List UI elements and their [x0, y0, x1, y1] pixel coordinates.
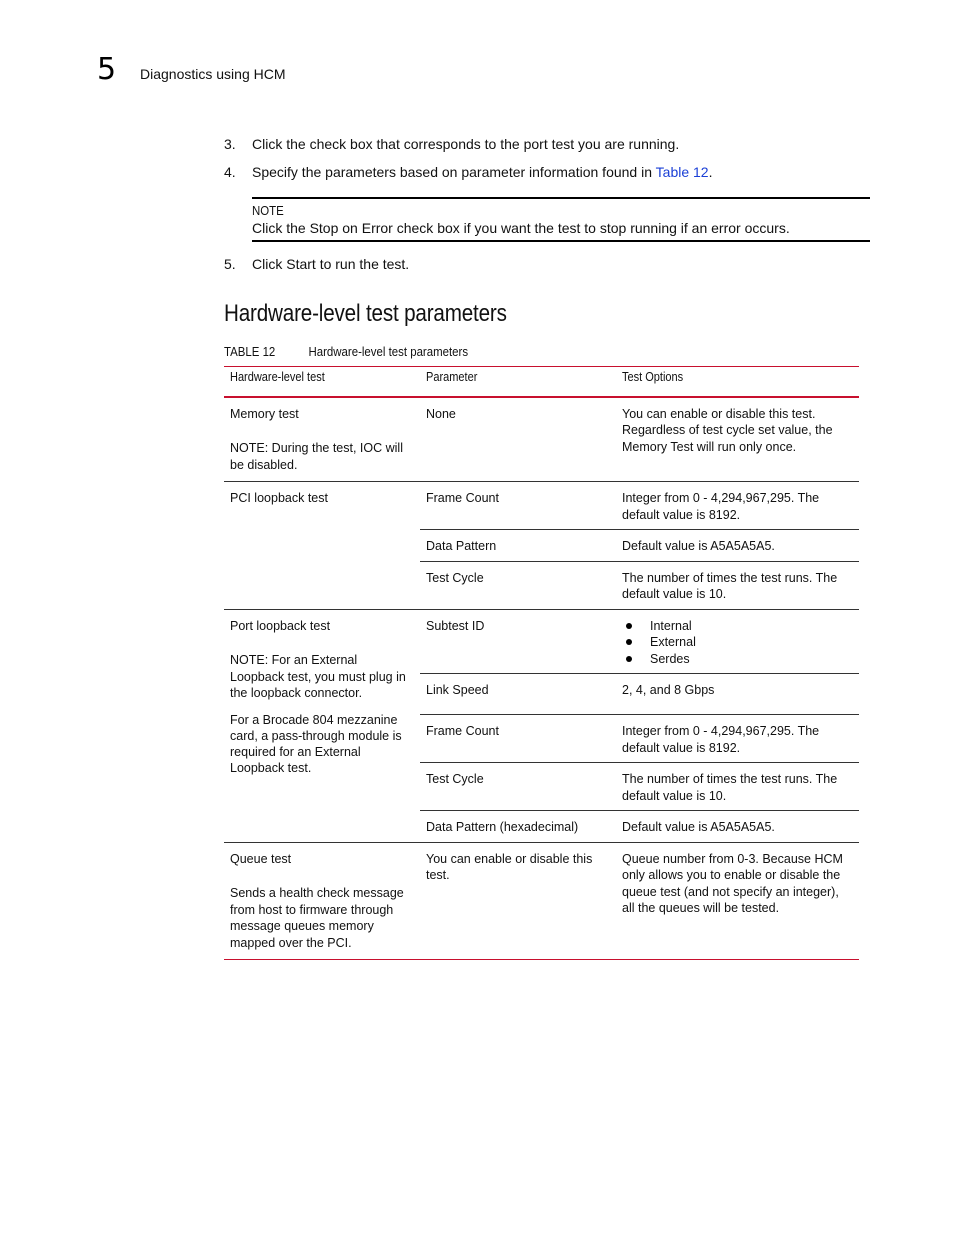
port-parameter: Data Pattern (hexadecimal): [420, 811, 616, 843]
step-text-end: to run the test.: [315, 256, 410, 272]
port-loopback-test-cell: [224, 609, 420, 842]
queue-test-cell: [224, 842, 420, 960]
memory-test-name: Memory test: [230, 406, 299, 421]
note-heading: NOTE: [252, 203, 284, 218]
table-header-row: [224, 367, 859, 397]
port-loopback-test-name: Port loopback test: [230, 618, 331, 633]
memory-options: You can enable or disable this test. Regardless of test cycle set value, the Memory Test will run only once.: [616, 397, 859, 482]
list-item: External: [622, 634, 853, 651]
stop-on-error-label: Stop on Error: [309, 220, 393, 236]
port-options: Integer from 0 - 4,294,967,295. The default value is 8192.: [616, 715, 859, 763]
step-4: [224, 163, 864, 181]
port-loopback-note: [230, 652, 414, 702]
table-caption: [224, 344, 576, 360]
queue-test-name: Queue test: [230, 851, 292, 866]
queue-options: Queue number from 0-3. Because HCM only allows you to enable or disable the queue test (and not specify an integer), all the queues will be tested.: [616, 842, 859, 960]
pci-loopback-test-name: PCI loopback test: [224, 482, 420, 610]
step-3: [224, 135, 864, 153]
step-text: Click: [252, 256, 287, 272]
port-note-label: NOTE:: [230, 653, 269, 667]
note-text-end: check box if you want the test to stop running if an error occurs.: [392, 220, 790, 236]
table-12-link[interactable]: Table 12: [655, 164, 709, 180]
pci-parameter: Frame Count: [420, 482, 616, 530]
step-5: [224, 255, 864, 273]
header-parameter: Parameter: [420, 367, 616, 397]
step-number: 3.: [224, 136, 236, 152]
memory-parameter: None: [420, 397, 616, 482]
section-title: Hardware-level test parameters: [224, 300, 507, 327]
list-item: Internal: [622, 618, 853, 635]
port-options: Default value is A5A5A5A5.: [616, 811, 859, 843]
queue-test-description: Sends a health check message from host to firmware through message queues memory mapped over the PCI.: [230, 886, 404, 950]
port-options: The number of times the test runs. The default value is 10.: [616, 763, 859, 811]
memory-test-cell: [224, 397, 420, 482]
memory-test-note: [230, 440, 414, 473]
pci-options: The number of times the test runs. The default value is 10.: [616, 561, 859, 609]
table-row-memory-test: [224, 397, 859, 482]
step-text: Click the check box that corresponds to the port test you are running.: [252, 136, 680, 152]
queue-parameter: You can enable or disable this test.: [420, 842, 616, 960]
port-subtest-options: [616, 609, 859, 674]
port-note-text: For an External Loopback test, you must plug in the loopback connector.: [230, 653, 406, 700]
table-row-queue-test: [224, 842, 859, 960]
port-options: 2, 4, and 8 Gbps: [616, 674, 859, 715]
pci-options: Default value is A5A5A5A5.: [616, 530, 859, 562]
step-number: 5.: [224, 256, 236, 272]
note-text: [252, 219, 870, 237]
note-box: [252, 197, 870, 242]
list-item: Serdes: [622, 651, 853, 668]
hardware-test-parameters-table: [224, 366, 859, 960]
port-parameter: Subtest ID: [420, 609, 616, 674]
port-parameter: Test Cycle: [420, 763, 616, 811]
pci-options: Integer from 0 - 4,294,967,295. The default value is 8192.: [616, 482, 859, 530]
port-loopback-extra: For a Brocade 804 mezzanine card, a pass-through module is required for an External Loopback test.: [230, 712, 402, 776]
chapter-number: 5: [97, 52, 117, 87]
start-label: Start: [286, 256, 316, 272]
step-number: 4.: [224, 164, 236, 180]
memory-note-label: NOTE:: [230, 441, 269, 455]
header-hardware-level-test: Hardware-level test: [224, 367, 420, 397]
table-caption-label: TABLE 12: [224, 344, 276, 359]
table-row-port-subtest-id: [224, 609, 859, 674]
memory-note-text: During the test, IOC will be disabled.: [230, 441, 403, 472]
step-text: Specify the parameters based on parameter information found in: [252, 164, 656, 180]
pci-parameter: Data Pattern: [420, 530, 616, 562]
table-row-pci-frame-count: [224, 482, 859, 530]
port-parameter: Frame Count: [420, 715, 616, 763]
chapter-title: Diagnostics using HCM: [140, 66, 286, 82]
port-parameter: Link Speed: [420, 674, 616, 715]
note-text-start: Click the: [252, 220, 310, 236]
pci-parameter: Test Cycle: [420, 561, 616, 609]
step-text-end: .: [708, 164, 713, 180]
table-caption-title: Hardware-level test parameters: [308, 344, 469, 359]
header-test-options: Test Options: [616, 367, 859, 397]
